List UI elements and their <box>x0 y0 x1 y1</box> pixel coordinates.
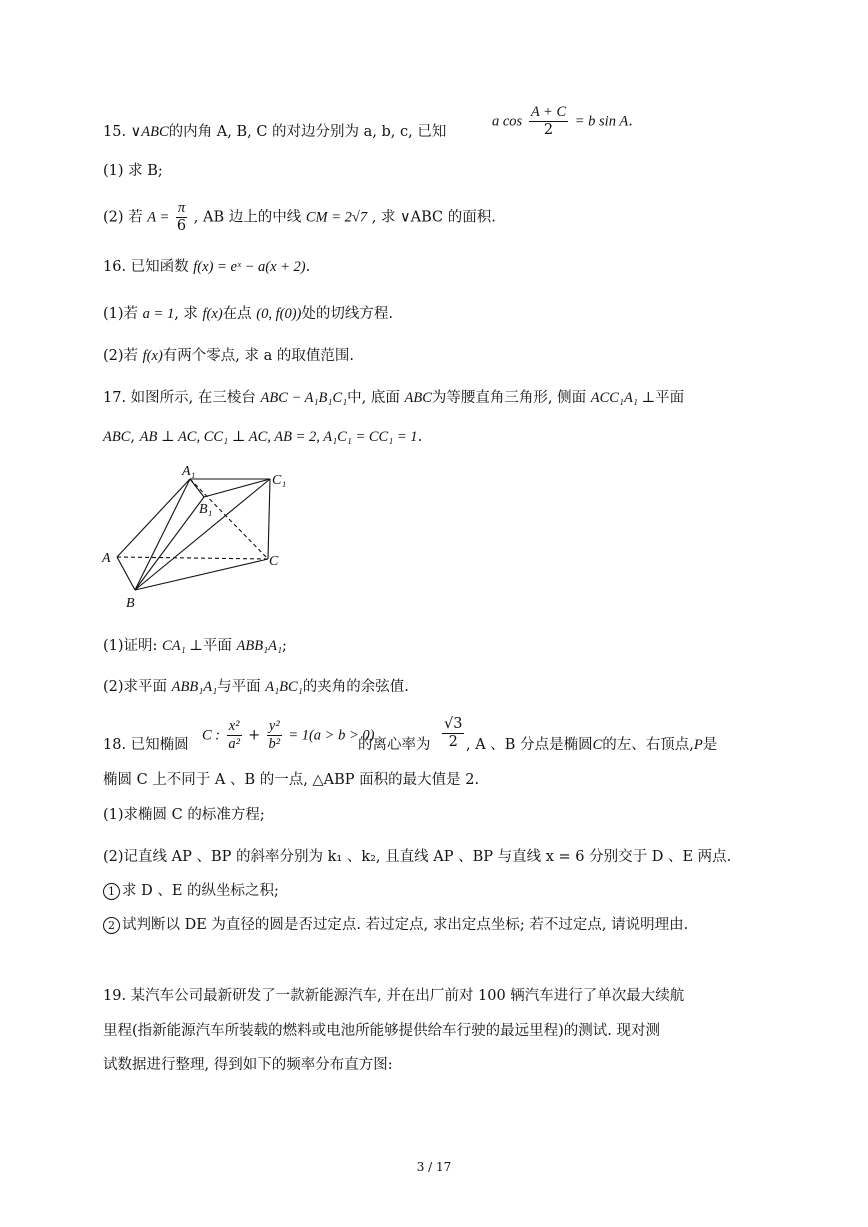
q19-line1: 19. 某汽车公司最新研发了一款新能源汽车, 并在出厂前对 100 辆汽车进行了单次最大续航 <box>103 988 685 1004</box>
q16-part2: (2)若 f(x)有两个零点, 求 a 的取值范围. <box>103 348 354 364</box>
label-b: B <box>126 596 135 611</box>
frustum-figure <box>98 462 298 612</box>
edge-b1c1 <box>204 479 270 497</box>
q18-eccentricity-value: $\frac{√3}{2}$ <box>444 716 463 750</box>
q18-part2: (2)记直线 AP 、BP 的斜率分别为 k₁ 、k₂, 且直线 AP 、BP 与直线 x = 6 分别交于 D 、E 两点. <box>103 849 732 865</box>
label-c: C <box>269 554 279 569</box>
label-a1: A₁ <box>182 464 196 479</box>
label-c1: C₁ <box>272 473 287 488</box>
q18-sub2: 2 试判断以 DE 为直径的圆是否过定点. 若过定点, 求出定点坐标; 若不过定点, 请说明理由. <box>103 915 688 935</box>
circled-number-2: 2 <box>103 917 120 934</box>
page-number: 3 / 17 <box>416 1160 452 1174</box>
q18-eccentricity: 的离心率为 <box>358 737 431 753</box>
segment-a1c-hidden <box>190 479 268 559</box>
q19-line2: 里程(指新能源汽车所装载的燃料或电池所能够提供给车行驶的最远里程)的测试. 现对测 <box>103 1023 661 1039</box>
q15-part1: (1) 求 B; <box>103 163 163 179</box>
q17-part1: (1)证明: CA₁ ⊥平面 ABB₁A₁; <box>103 638 287 654</box>
edge-ac-hidden <box>117 557 268 559</box>
q16-stem: 16. 已知函数 f(x) = eˣ − a(x + 2). <box>103 259 311 275</box>
q15-part2: (2) 若 A = $\frac{\pi}{6}$ , AB 边上的中线 CM = 2√7 , 求 ∨ABC 的面积. <box>103 200 496 234</box>
edge-ab <box>117 557 135 590</box>
q15-stem: 15. ∨ABC的内角 A, B, C 的对边分别为 a, b, c, 已知 <box>103 124 447 140</box>
q19-line3: 试数据进行整理, 得到如下的频率分布直方图: <box>103 1057 393 1073</box>
q17-part2: (2)求平面 ABB₁A₁与平面 A₁BC₁的夹角的余弦值. <box>103 679 409 695</box>
label-b1: B₁ <box>199 502 213 517</box>
q17-stem: 17. 如图所示, 在三棱台 ABC − A₁B₁C₁中, 底面 ABC为等腰直角三角形, 侧面 ACC₁A₁ ⊥平面 <box>103 390 685 406</box>
edge-cc1 <box>268 479 270 559</box>
q18-stem: 18. 已知椭圆 <box>103 737 189 753</box>
q18-line2: 椭圆 C 上不同于 A 、B 的一点, △ABP 面积的最大值是 2. <box>103 772 480 788</box>
edge-aa1 <box>117 479 190 557</box>
segment-a1b <box>135 479 190 590</box>
q18-part1: (1)求椭圆 C 的标准方程; <box>103 807 265 823</box>
q18-sub1: 1 求 D 、E 的纵坐标之积; <box>103 881 279 901</box>
q16-part1: (1)若 a = 1, 求 f(x)在点 (0, f(0))处的切线方程. <box>103 306 393 322</box>
q15-condition: a cos $\frac{A + C}{2}$ = b sin A. <box>492 104 633 138</box>
circled-number-1: 1 <box>103 883 120 900</box>
q18-ellipse-equation: C : $\frac{\text{x²}}{\text{a²}}$ + $\frac{\text{y²}}{\text{b²}}$ = 1(a > b > 0) <box>202 718 375 752</box>
label-a: A <box>102 551 111 566</box>
q17-conditions: ABC, AB ⊥ AC, CC₁ ⊥ AC, AB = 2, A₁C₁ = CC₁ = 1. <box>103 429 423 445</box>
q18-vertices: , A 、B 分点是椭圆C的左、右顶点,P是 <box>466 737 718 753</box>
